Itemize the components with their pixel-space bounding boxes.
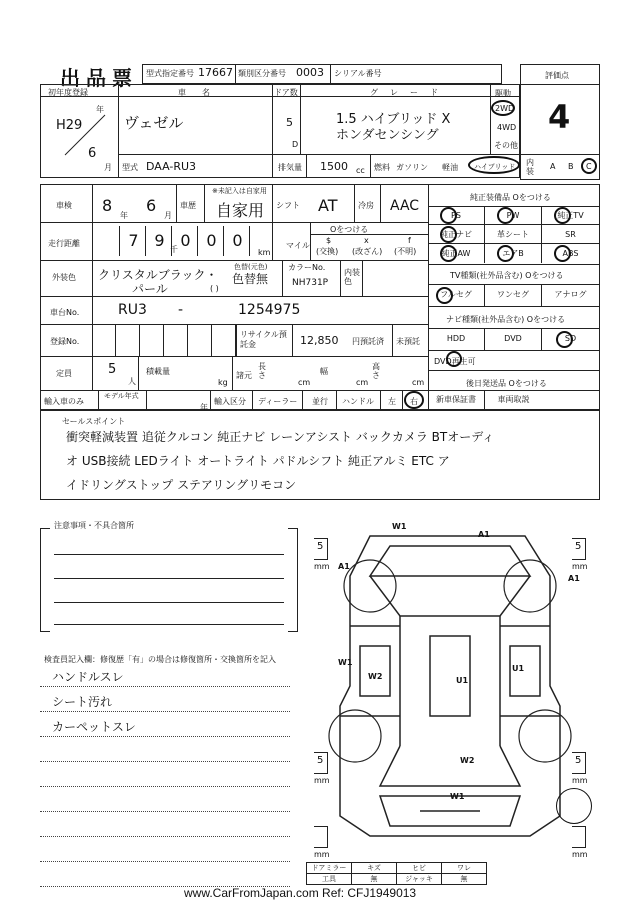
divider xyxy=(40,296,428,297)
chassis-dash: - xyxy=(178,302,184,318)
note-line xyxy=(54,578,284,579)
equipment-circle xyxy=(497,207,514,224)
divider xyxy=(40,260,428,261)
divider xyxy=(146,390,147,410)
divider xyxy=(310,222,311,260)
sales-line-2: オ USB接続 LEDライト オートライト パドルシフト 純正アルミ ETC ア xyxy=(66,454,450,468)
divider xyxy=(520,84,600,85)
sheet-title: 出品票 xyxy=(60,66,138,90)
shaken-label: 車検 xyxy=(56,201,72,210)
notes-label: 注意事項・不具合箇所 xyxy=(54,521,134,530)
nav-item: HDD xyxy=(428,328,485,350)
mileage-digit-cell: 0 xyxy=(174,226,198,256)
car-name-value: ヴェゼル xyxy=(124,114,184,132)
divider xyxy=(302,390,303,410)
inspector-line xyxy=(40,836,290,837)
inspector-line xyxy=(40,686,290,687)
reg-cell xyxy=(92,324,116,356)
note-line xyxy=(54,602,284,603)
interior-a: A xyxy=(550,162,556,171)
divider xyxy=(428,370,600,371)
doors-unit: D xyxy=(292,140,299,149)
divider xyxy=(402,390,403,410)
divider xyxy=(336,390,337,410)
grade-line1: 1.5 ハイブリッド X xyxy=(336,112,451,127)
drive-2wd-circle xyxy=(491,100,515,116)
equipment-item: SR xyxy=(542,225,599,244)
dvd-circle xyxy=(446,351,462,367)
reg-label: 登録No. xyxy=(50,337,80,346)
color-paren: ( ) xyxy=(210,284,219,293)
mileage-thousands-sep: 千 xyxy=(170,245,178,254)
mileage-digit-cell: 9 xyxy=(148,226,172,256)
reg-cell xyxy=(140,324,164,356)
shaken-month: 6 xyxy=(146,196,157,215)
divider xyxy=(92,184,93,390)
divider xyxy=(380,184,381,222)
divider xyxy=(272,84,273,154)
displacement-label: 排気量 xyxy=(278,163,302,172)
tread-value: 5 xyxy=(317,541,324,552)
month-unit: 月 xyxy=(104,163,112,172)
first-reg-label: 初年度登録 xyxy=(48,88,88,97)
damage-mark: W1 xyxy=(450,792,465,801)
inspector-line xyxy=(40,861,290,862)
inspector-line xyxy=(40,786,290,787)
legend-cell: ジャッキ xyxy=(396,873,442,885)
damage-mark: W2 xyxy=(368,672,383,681)
recycle-unit: 円預託済 xyxy=(352,337,384,346)
damage-mark: U1 xyxy=(456,676,469,685)
reg-cell xyxy=(164,324,188,356)
history-label: 車歴 xyxy=(180,201,196,210)
legend-cell: 工具 xyxy=(306,873,352,885)
equipment-title: 純正装備品 Oをつける xyxy=(470,193,551,202)
divider xyxy=(272,222,273,260)
drive-2wd: 2WD xyxy=(495,104,515,113)
divider xyxy=(490,84,491,154)
import-label: 輸入車のみ xyxy=(44,397,84,406)
reg-cell xyxy=(212,324,236,356)
score-label: 評価点 xyxy=(545,71,569,80)
equipment-item: エアB xyxy=(485,244,542,263)
divider xyxy=(252,390,253,410)
divider xyxy=(235,64,236,84)
handle-right: 右 xyxy=(410,397,418,406)
notes-bracket-right xyxy=(288,528,298,632)
divider xyxy=(520,154,521,178)
divider xyxy=(354,184,355,222)
equipment-circle xyxy=(554,207,571,224)
reg-cell xyxy=(116,324,140,356)
equipment-item: 純正ナビ xyxy=(428,225,485,244)
model-cert-label: 型式指定番号 xyxy=(146,69,194,78)
legend-cell: キズ xyxy=(351,862,397,874)
equipment-item: PW xyxy=(485,206,542,225)
inspector-line xyxy=(40,811,290,812)
damage-mark: A1 xyxy=(338,562,350,571)
divider xyxy=(330,64,331,84)
equipment-circle xyxy=(554,245,571,262)
legend-cell: 無 xyxy=(441,873,487,885)
handle-right-circle xyxy=(404,391,424,409)
class-value: 0003 xyxy=(296,66,324,79)
sales-line-3: イドリングストップ ステアリングリモコン xyxy=(66,478,297,492)
reg-cell xyxy=(188,324,212,356)
inspector-note: ハンドルスレ xyxy=(52,670,124,684)
equipment-item: 純正AW xyxy=(428,244,485,263)
capacity-value: 5 xyxy=(108,362,117,377)
color-value-1: クリスタルブラック・ xyxy=(98,268,218,282)
equipment-item: PS xyxy=(428,206,485,225)
note-line xyxy=(54,554,284,555)
inspector-line xyxy=(40,711,290,712)
note-line xyxy=(54,624,284,625)
recycle-value: 12,850 xyxy=(300,334,339,347)
height-unit: cm xyxy=(412,378,425,387)
mile-opt1: $ xyxy=(326,236,332,245)
color-value-2: パール xyxy=(132,282,168,296)
fuel-gas: ガソリン xyxy=(396,163,428,172)
inspector-line xyxy=(40,761,290,762)
length-label: 長さ xyxy=(258,362,266,380)
mileage-digit-cell: 0 xyxy=(226,226,250,256)
nav-title: ナビ種類(社外品含む) Oをつける xyxy=(446,315,566,324)
fuel-hybrid-circle xyxy=(468,156,520,174)
divider xyxy=(282,260,283,296)
tv-circle xyxy=(436,287,453,304)
handle-label: ハンドル xyxy=(342,397,374,406)
equipment-item: 革シート xyxy=(485,225,542,244)
interior-c-circle xyxy=(581,158,597,174)
divider xyxy=(118,84,119,178)
divider xyxy=(204,184,205,222)
damage-mark: W1 xyxy=(338,658,353,667)
model-type-value: DAA-RU3 xyxy=(146,160,197,173)
color-no-value: NH731P xyxy=(292,278,329,288)
divider xyxy=(292,324,293,356)
tread-bracket xyxy=(572,826,586,848)
tread-value: 5 xyxy=(317,755,324,766)
equipment-circle xyxy=(440,245,457,262)
divider xyxy=(176,184,177,222)
divider xyxy=(118,154,520,155)
divider xyxy=(380,390,381,410)
divider xyxy=(310,234,428,235)
color-label: 外装色 xyxy=(52,273,76,282)
model-year-label: モデル年式 xyxy=(104,392,139,400)
height-label: 高さ xyxy=(372,362,380,380)
interior-label: 内装 xyxy=(526,158,534,176)
chassis-prefix: RU3 xyxy=(118,302,147,318)
chassis-label: 車台No. xyxy=(50,308,80,317)
grade-label: グレード xyxy=(370,88,450,97)
import-class-label: 輸入区分 xyxy=(214,397,246,406)
mile-opt1-sub: (交換) xyxy=(316,247,339,256)
interior-b: B xyxy=(568,162,574,171)
tv-item: ワンセグ xyxy=(485,284,542,306)
tread-unit: mm xyxy=(572,850,588,859)
load-label: 積載量 xyxy=(146,367,170,376)
shaken-month-unit: 月 xyxy=(164,211,172,220)
color-no-label: カラーNo. xyxy=(288,263,326,272)
tread-bracket xyxy=(314,826,328,848)
divider xyxy=(370,154,371,178)
divider xyxy=(300,84,301,154)
divider xyxy=(272,154,273,178)
year-unit: 年 xyxy=(96,105,104,114)
divider xyxy=(210,390,211,410)
mile-opt3: f xyxy=(408,236,411,245)
tread-unit: mm xyxy=(314,850,330,859)
width-label: 幅 xyxy=(320,367,328,376)
mile-label: マイル xyxy=(286,241,310,250)
model-type-label: 型式 xyxy=(122,163,138,172)
divider xyxy=(272,184,273,222)
after-title: 後日発送品 Oをつける xyxy=(466,379,547,388)
divider xyxy=(428,264,600,265)
equipment-circle xyxy=(440,207,457,224)
equipment-item: 純正TV xyxy=(542,206,599,225)
dims-prefix: 諸元 xyxy=(236,371,252,380)
color-change-value: 色替無 xyxy=(232,272,269,286)
footer-ref: www.CarFromJapan.com Ref: CFJ1949013 xyxy=(184,886,417,900)
drive-other: その他 xyxy=(494,141,518,150)
damage-mark: W1 xyxy=(392,522,407,531)
recycle-none: 未預託 xyxy=(396,337,420,346)
nav-item: SD xyxy=(564,334,577,343)
divider xyxy=(340,260,341,296)
mile-opt2-sub: (改ざん) xyxy=(352,247,383,256)
tread-unit: mm xyxy=(314,562,330,571)
tread-unit: mm xyxy=(572,562,588,571)
mileage-digit-cell: 7 xyxy=(122,226,146,256)
car-name-label: 車名 xyxy=(178,88,226,97)
after-item: 車両取説 xyxy=(497,395,530,404)
first-reg-month: 6 xyxy=(88,146,97,161)
dealer-option: ディーラー xyxy=(258,397,298,406)
width-unit: cm xyxy=(356,378,369,387)
grade-line2: ホンダセンシング xyxy=(336,128,439,143)
legend-cell: ワレ xyxy=(441,862,487,874)
nav-item: DVD xyxy=(485,328,542,350)
legend-cell: ヒビ xyxy=(396,862,442,874)
mileage-unit: km xyxy=(258,248,271,257)
inspector-label: 検査員記入欄：修復歴「有」の場合は修復箇所・交換箇所を記入 xyxy=(44,655,276,664)
inspector-note: シート汚れ xyxy=(52,695,113,709)
model-cert-value: 17667 xyxy=(198,66,233,79)
shaken-year: 8 xyxy=(102,196,113,215)
chassis-number: 1254975 xyxy=(238,302,301,318)
legend-cell: ドアミラー xyxy=(306,862,352,874)
shift-value: AT xyxy=(318,196,338,215)
tread-value: 5 xyxy=(575,755,582,766)
displacement-unit: cc xyxy=(356,166,365,175)
mileage-label: 走行距離 xyxy=(48,239,80,248)
first-reg-year: H29 xyxy=(56,118,83,133)
dvd-label: DVD再生可 xyxy=(434,357,476,366)
class-label: 類別区分番号 xyxy=(238,69,286,78)
capacity-unit: 人 xyxy=(128,377,136,386)
tread-unit: mm xyxy=(314,776,330,785)
parallel-option: 並行 xyxy=(312,397,328,406)
divider xyxy=(98,390,99,410)
divider xyxy=(520,154,600,155)
divider xyxy=(232,356,233,390)
handle-left: 左 xyxy=(388,397,396,406)
drive-4wd: 4WD xyxy=(497,123,517,132)
ac-label: 冷房 xyxy=(358,201,374,210)
doors-value: 5 xyxy=(286,116,293,129)
equipment-circle xyxy=(497,245,514,262)
divider xyxy=(362,260,363,296)
drive-label: 駆動 xyxy=(495,89,511,98)
recycle-label: リサイクル預託金 xyxy=(240,330,287,349)
equipment-circle xyxy=(440,226,457,243)
damage-mark: A1 xyxy=(568,574,580,583)
tread-value: 5 xyxy=(575,541,582,552)
damage-mark: W2 xyxy=(460,756,475,765)
sales-line-1: 衝突軽減装置 追従クルコン 純正ナビ レーンアシスト バックカメラ BTオーディ xyxy=(66,430,495,444)
shift-label: シフト xyxy=(276,201,300,210)
after-item: 新車保証書 xyxy=(428,390,485,410)
interior-c: C xyxy=(586,162,592,171)
history-value: 自家用 xyxy=(216,201,265,220)
tread-unit: mm xyxy=(572,776,588,785)
divider xyxy=(428,306,600,307)
nav-circle xyxy=(556,331,573,348)
load-unit: kg xyxy=(218,378,228,387)
damage-mark: U1 xyxy=(512,664,525,673)
mile-opt3-sub: (不明) xyxy=(394,247,417,256)
fuel-label: 燃料 xyxy=(374,163,390,172)
fuel-diesel: 軽油 xyxy=(442,163,458,172)
mile-opt2: x xyxy=(364,236,369,245)
mile-mark-header: Oをつける xyxy=(330,225,369,234)
score-value: 4 xyxy=(548,98,571,136)
inspector-line xyxy=(40,736,290,737)
history-note: ※未記入は自家用 xyxy=(212,187,267,195)
sales-points-label: セールスポイント xyxy=(62,417,126,426)
mileage-digit-cell xyxy=(96,226,120,256)
tv-item: アナログ xyxy=(554,290,587,299)
notes-bracket-left xyxy=(40,528,50,632)
shaken-year-unit: 年 xyxy=(120,211,128,220)
divider xyxy=(236,324,237,356)
model-year-unit: 年 xyxy=(200,403,208,412)
divider xyxy=(306,154,307,178)
divider xyxy=(392,324,393,356)
divider xyxy=(40,222,428,223)
serial-label: シリアル番号 xyxy=(334,69,382,78)
fuel-hybrid: ハイブリッド xyxy=(474,163,516,171)
damage-mark: A1 xyxy=(478,530,490,539)
divider xyxy=(40,356,428,357)
color-change-label: 色替(元色) xyxy=(234,263,268,271)
equipment-item: ABS xyxy=(562,249,579,258)
doors-label: ドア数 xyxy=(274,88,298,97)
tv-item: フルセグ xyxy=(428,284,485,306)
ac-value: AAC xyxy=(390,198,420,214)
capacity-label: 定員 xyxy=(56,369,72,378)
spare-tire xyxy=(556,788,592,824)
length-unit: cm xyxy=(298,378,311,387)
displacement-value: 1500 xyxy=(320,160,348,173)
tv-title: TV種類(社外品含む) Oをつける xyxy=(450,271,564,280)
legend-cell: 無 xyxy=(351,873,397,885)
divider xyxy=(138,356,139,390)
interior-color-label: 内装色 xyxy=(344,268,360,286)
inspector-note: カーペットスレ xyxy=(52,720,136,734)
mileage-digit-cell: 0 xyxy=(200,226,224,256)
